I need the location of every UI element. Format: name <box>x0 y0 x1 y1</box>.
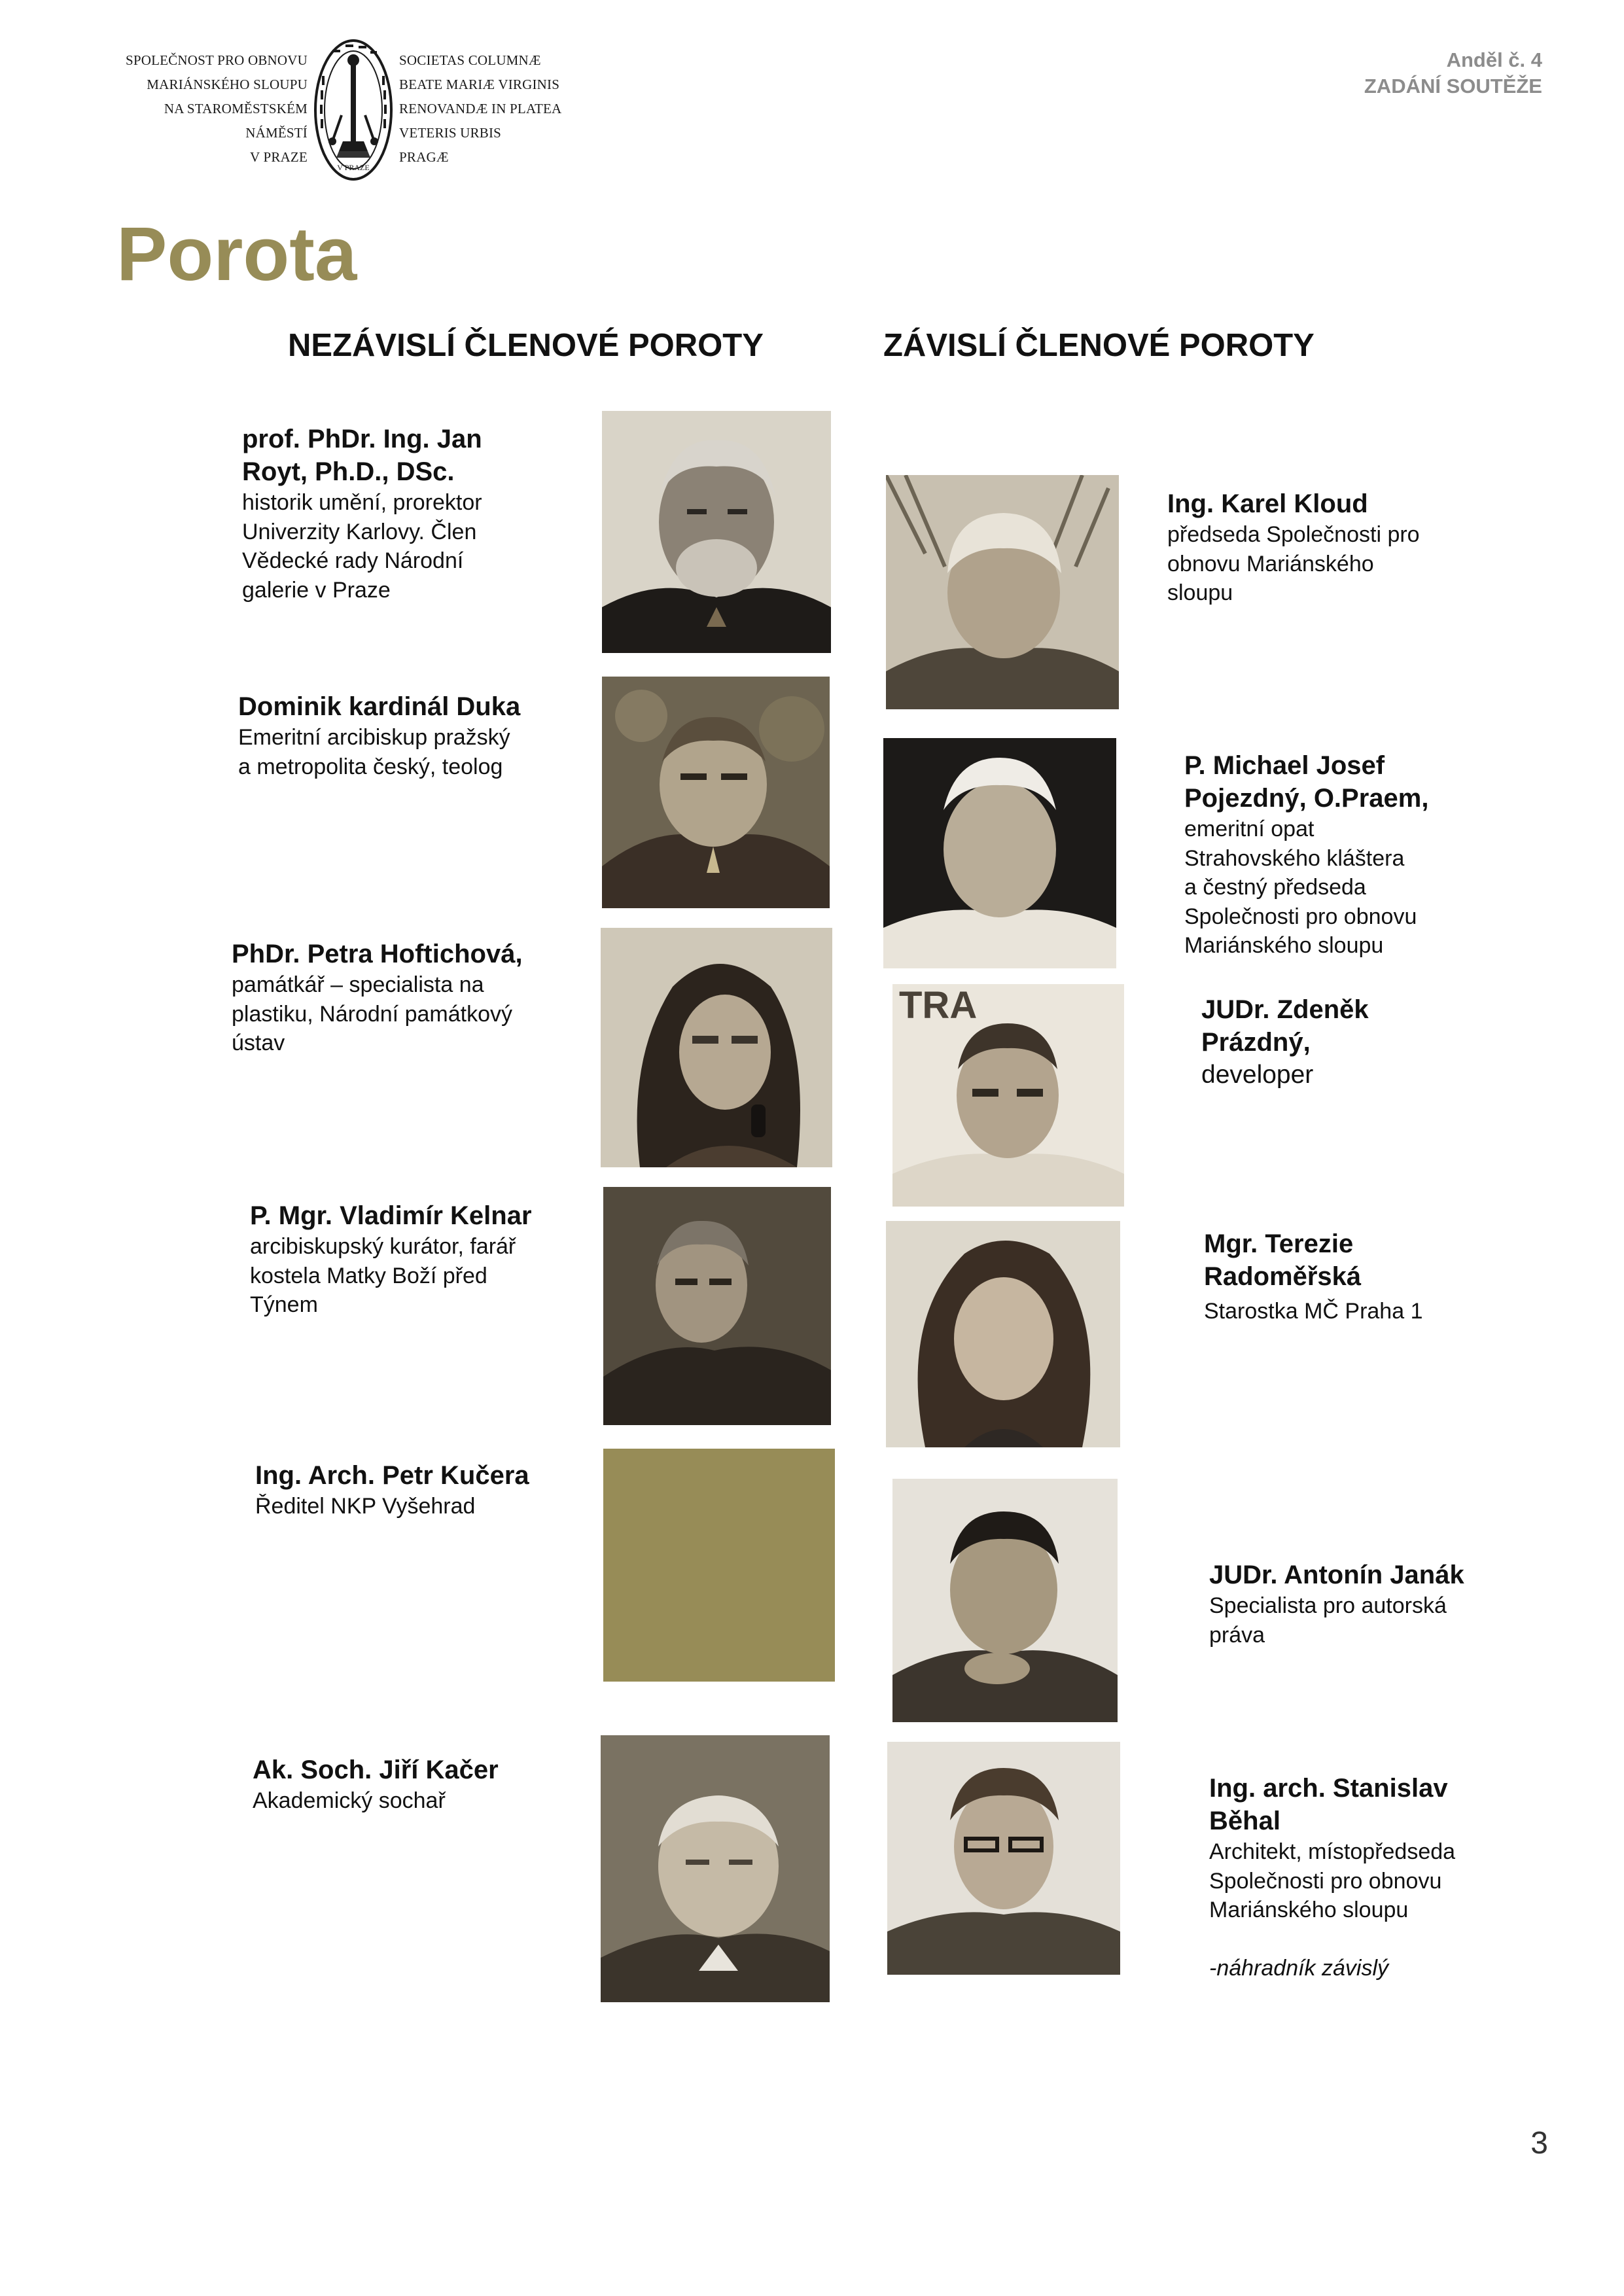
member-text-janak <box>1209 1559 1497 1650</box>
member-photo-kacer <box>601 1735 830 2002</box>
member-text-kelnar <box>250 1199 571 1320</box>
member-name: Běhal <box>1209 1807 1280 1835</box>
member-description: předseda Společnosti pro <box>1167 522 1420 547</box>
dependent-members-heading: ZÁVISLÍ ČLENOVÉ POROTY <box>883 328 1315 363</box>
member-description: Akademický sochař <box>253 1788 446 1813</box>
member-description: Strahovského kláštera <box>1184 845 1405 871</box>
member-name: Radoměřská <box>1204 1262 1362 1291</box>
member-photo-kloud <box>886 475 1119 709</box>
member-description: arcibiskupský kurátor, farář <box>250 1234 516 1259</box>
member-description: Architekt, místopředseda <box>1209 1839 1456 1864</box>
member-text-royt <box>242 423 544 605</box>
society-cz-line: MARIÁNSKÉHO SLOUPU <box>147 77 308 92</box>
member-description: Univerzity Karlovy. Člen <box>242 519 477 544</box>
member-photo-royt <box>602 411 831 653</box>
member-description: galerie v Praze <box>242 577 391 603</box>
document-title: Anděl č. 4 <box>1446 48 1542 71</box>
member-text-prazdny <box>1201 993 1476 1091</box>
member-description: památkář – specialista na <box>232 972 484 997</box>
seal-icon <box>313 37 394 183</box>
member-name: Mgr. Terezie <box>1204 1229 1354 1258</box>
member-name: Dominik kardinál Duka <box>238 692 521 721</box>
member-description: práva <box>1209 1622 1265 1648</box>
member-photo-prazdny <box>892 984 1124 1207</box>
society-cz-line: SPOLEČNOST PRO OBNOVU <box>125 52 308 68</box>
member-description: Vědecké rady Národní <box>242 548 464 573</box>
society-la-line: RENOVANDÆ IN PLATEA <box>399 101 562 116</box>
member-description: Mariánského sloupu <box>1184 933 1384 958</box>
member-name: Ak. Soch. Jiří Kačer <box>253 1756 499 1784</box>
member-text-behal <box>1209 1772 1497 1983</box>
photo-background-sign: TRA <box>899 984 978 1027</box>
member-photo-duka <box>602 677 830 908</box>
member-description: historik umění, prorektor <box>242 490 482 515</box>
society-cz-line: NÁMĚSTÍ <box>245 125 308 141</box>
society-la-line: BEATE MARIÆ VIRGINIS <box>399 77 560 92</box>
independent-members-heading: NEZÁVISLÍ ČLENOVÉ POROTY <box>288 328 764 363</box>
member-name: Prázdný, <box>1201 1028 1311 1057</box>
member-name: JUDr. Zdeněk <box>1201 995 1369 1024</box>
society-la-line: PRAGÆ <box>399 149 449 165</box>
member-photo-pojezdny <box>883 738 1116 968</box>
member-name: P. Michael Josef <box>1184 751 1385 780</box>
member-name: JUDr. Antonín Janák <box>1209 1561 1464 1589</box>
member-photo-kelnar <box>603 1187 831 1425</box>
member-description: Starostka MČ Praha 1 <box>1204 1299 1423 1324</box>
member-description: developer <box>1201 1061 1314 1089</box>
page-number: 3 <box>1530 2126 1548 2161</box>
member-photo-placeholder <box>603 1449 835 1682</box>
member-text-pojezdny <box>1184 749 1485 961</box>
member-description: Společnosti pro obnovu <box>1209 1868 1442 1894</box>
member-photo-radomerska <box>886 1221 1120 1447</box>
member-text-kloud <box>1167 487 1468 608</box>
member-description: obnovu Mariánského <box>1167 551 1374 576</box>
member-description: ústav <box>232 1031 285 1055</box>
member-name: P. Mgr. Vladimír Kelnar <box>250 1201 532 1230</box>
member-description: Týnem <box>250 1292 318 1317</box>
society-cz-line: V PRAZE <box>250 149 308 165</box>
substitute-note: -náhradník závislý <box>1209 1955 1389 1981</box>
society-cz-line: NA STAROMĚSTSKÉM <box>164 101 308 116</box>
member-description: plastiku, Národní památkový <box>232 1001 512 1027</box>
member-name: Pojezdný, O.Praem, <box>1184 784 1429 813</box>
member-text-kacer <box>253 1754 567 1816</box>
document-subtitle: ZADÁNÍ SOUTĚŽE <box>1364 75 1542 97</box>
page-title: Porota <box>116 211 357 296</box>
member-text-duka <box>238 690 559 781</box>
member-description: sloupu <box>1167 580 1233 605</box>
member-photo-janak <box>892 1479 1118 1722</box>
society-name-latin <box>399 48 609 169</box>
seal-bottom-text: V PRAZE <box>337 163 370 172</box>
society-la-line: SOCIETAS COLUMNÆ <box>399 52 541 68</box>
member-photo-behal <box>887 1742 1120 1975</box>
member-description: Ředitel NKP Vyšehrad <box>255 1494 476 1519</box>
member-name: PhDr. Petra Hoftichová, <box>232 940 523 968</box>
member-text-kucera <box>255 1459 569 1521</box>
member-description: Specialista pro autorská <box>1209 1593 1447 1618</box>
member-name: prof. PhDr. Ing. Jan <box>242 425 482 453</box>
member-name: Ing. arch. Stanislav <box>1209 1774 1448 1803</box>
member-text-hoftichova <box>232 938 550 1058</box>
member-name: Royt, Ph.D., DSc. <box>242 457 455 486</box>
member-name: Ing. Karel Kloud <box>1167 489 1368 518</box>
member-description: kostela Matky Boží před <box>250 1263 487 1288</box>
member-description: a čestný předseda <box>1184 875 1366 900</box>
member-text-radomerska <box>1204 1227 1492 1326</box>
member-name: Ing. Arch. Petr Kučera <box>255 1461 529 1490</box>
society-name-czech <box>98 48 308 169</box>
member-description: a metropolita český, teolog <box>238 754 503 779</box>
member-description: emeritní opat <box>1184 817 1315 841</box>
member-description: Emeritní arcibiskup pražský <box>238 725 510 750</box>
society-la-line: VETERIS URBIS <box>399 125 502 141</box>
member-description: Společnosti pro obnovu <box>1184 904 1417 929</box>
society-seal-logo <box>313 37 394 183</box>
member-description: Mariánského sloupu <box>1209 1898 1409 1922</box>
member-photo-hoftichova <box>601 928 832 1167</box>
